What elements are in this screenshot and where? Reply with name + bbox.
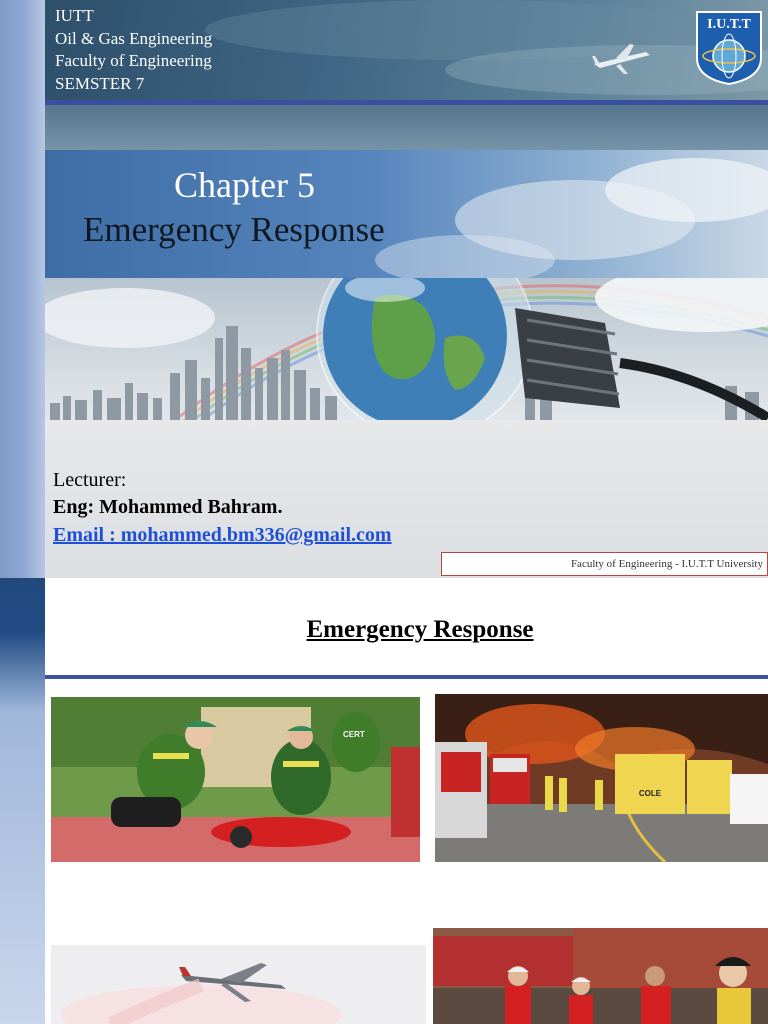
fire-trucks-illustration: [435, 694, 768, 862]
airplane-icon: [590, 38, 652, 78]
lecturer-name: Eng: Mohammed Bahram.: [53, 496, 283, 518]
photo-aerial-firefighting: [51, 945, 426, 1024]
slide-2: [0, 578, 768, 1024]
university-logo: [693, 8, 765, 86]
slide-2-title: Emergency Response: [306, 616, 534, 643]
slide-1-side-bar: [0, 0, 45, 578]
first-aid-illustration: [51, 697, 420, 862]
aerial-plane-illustration: [51, 945, 426, 1024]
truck-label: COLE: [638, 789, 662, 798]
lecturer-label: Lecturer:: [53, 469, 127, 491]
photo-fire-trucks: [435, 694, 768, 862]
header-line-faculty: Faculty of Engineering: [55, 51, 212, 70]
rescue-team-illustration: [433, 928, 768, 1024]
sky-band: [45, 105, 768, 150]
lecturer-email-link[interactable]: Email : mohammed.bm336@gmail.com: [53, 524, 392, 546]
header-line-university: IUTT: [55, 6, 94, 25]
slide-footer: Faculty of Engineering - I.U.T.T University: [441, 552, 768, 576]
header-line-department: Oil & Gas Engineering: [55, 28, 213, 48]
chapter-title: Emergency Response: [83, 210, 385, 249]
photo-rescue-team: [433, 928, 768, 1024]
slide-2-side-bar: [0, 578, 45, 1024]
chapter-number: Chapter 5: [174, 165, 315, 205]
logo-text: I.U.T.T: [707, 17, 751, 32]
header-text-block: [55, 5, 212, 95]
cert-vest-label: CERT: [343, 730, 365, 739]
header-line-semester: SEMSTER 7: [55, 73, 145, 93]
photo-first-aid-training: [51, 697, 420, 862]
slide-2-divider: [45, 675, 768, 679]
